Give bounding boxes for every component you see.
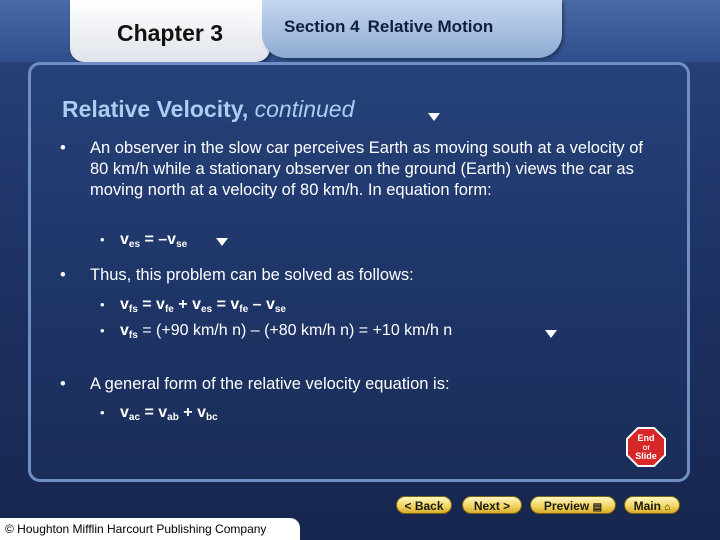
bullet-text: Thus, this problem can be solved as follows: xyxy=(90,266,414,284)
bullet-text: An observer in the slow car perceives Earth as moving south at a velocity of 80 km/h while a stationary observer on the ground (Earth) views the car as moving north at a velocity of 80 km/h. In equation form: xyxy=(90,139,644,199)
sub-bullet-dot: • xyxy=(100,323,105,338)
end-sign-line3: Slide xyxy=(635,451,657,461)
sub-bullet-dot: • xyxy=(100,297,105,312)
chapter-tab xyxy=(70,0,270,62)
preview-button-label: Preview xyxy=(543,499,590,513)
bullet-dot: • xyxy=(60,375,66,393)
slide-title-continued: continued xyxy=(254,96,355,122)
equation-1-arrow-down-icon[interactable] xyxy=(216,238,228,246)
next-button[interactable] xyxy=(462,496,522,514)
end-of-slide-icon xyxy=(625,426,667,468)
preview-icon: ▤ xyxy=(592,502,603,513)
equation-3-arrow-down-icon[interactable] xyxy=(545,330,557,338)
footer xyxy=(0,518,300,540)
section-tab xyxy=(262,0,562,58)
main-button[interactable] xyxy=(624,496,680,514)
section-title xyxy=(284,17,493,37)
end-sign-line1: End xyxy=(637,433,655,443)
copyright-text: © Houghton Mifflin Harcourt Publishing Company xyxy=(5,522,267,536)
title-arrow-down-icon[interactable] xyxy=(428,113,440,121)
bullet-dot: • xyxy=(60,139,66,157)
equation-4: $v_{ac} = v_{ab} + v_{bc}$ xyxy=(120,404,218,423)
main-button-label: Main xyxy=(633,499,661,513)
equation-2: $v_{fs} = v_{fe} + v_{es} = v_{fe} - v_{se}$ xyxy=(120,296,286,315)
chapter-label: Chapter 3 xyxy=(116,20,224,46)
sub-bullet-dot: • xyxy=(100,405,105,420)
equation-3: $v_{fs} = (+90$ km/h n) – (+80 km/h n) = +10 km/h n xyxy=(120,322,453,341)
bullet-text: A general form of the relative velocity equation is: xyxy=(90,375,450,393)
slide-title xyxy=(62,96,354,123)
equation-1: $v_{es} = -v_{se}$ xyxy=(120,231,188,250)
next-button-label: Next > xyxy=(473,499,511,513)
section-number: Section 4 xyxy=(284,17,360,36)
back-button-label: < Back xyxy=(404,499,444,513)
sub-bullet-dot: • xyxy=(100,232,105,247)
end-sign-line2: Of xyxy=(642,446,650,452)
bullet-dot: • xyxy=(60,266,66,284)
section-name: Relative Motion xyxy=(367,17,494,36)
home-icon: ⌂ xyxy=(664,502,671,513)
slide-title-main: Relative Velocity, xyxy=(62,96,249,122)
preview-button[interactable] xyxy=(530,496,616,514)
back-button[interactable] xyxy=(396,496,452,514)
